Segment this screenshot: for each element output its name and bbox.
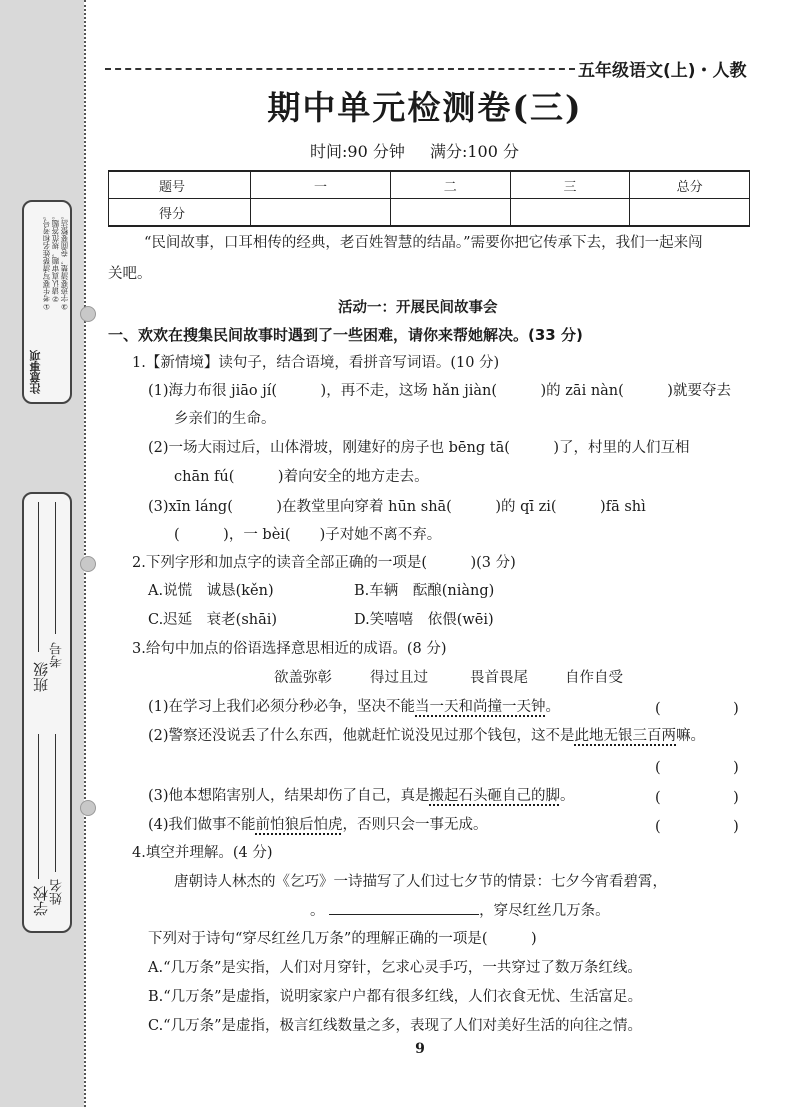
grade-label: 五年级语文(上)・人教 (578, 61, 747, 81)
col-total: 总分 (630, 171, 750, 199)
binding-hole (80, 800, 96, 816)
school-line (38, 734, 39, 879)
q3-s2-proverb: 此地无银三百两 (574, 728, 677, 744)
q2-option-b[interactable]: B.车辆 酝酿(niàng) (354, 583, 495, 599)
row-label-number: 题号 (109, 171, 251, 199)
q3-sentence-4 (148, 815, 488, 835)
q4-option-c[interactable]: C.“几万条”是虚指，极言红线数量之多，表现了人们对美好生活的向往之情。 (148, 1018, 643, 1034)
q4-line-2-post: ，穿尽红丝几万条。 (479, 903, 610, 919)
class-line (38, 502, 39, 652)
q3-answer-4[interactable]: ( ) (655, 819, 739, 835)
q3-sentence-1 (148, 697, 560, 717)
binding-hole (80, 306, 96, 322)
col-3: 三 (510, 171, 630, 199)
q1-line-3: (2)一场大雨过后，山体滑坡，刚建好的房子也 bēng tā( )了，村里的人们互相 (148, 440, 690, 456)
intro-line-1: “民间故事，口耳相传的经典，老百姓智慧的结晶。”需要你把它传承下去，我们一起来闯 (144, 235, 703, 251)
exam-no-label: 考号 (50, 642, 65, 668)
notice-line-3: ③字迹要清楚，卷面要整洁。 (60, 212, 69, 311)
score-cell-3[interactable] (510, 199, 630, 227)
q2-option-d[interactable]: D.笑嘻嘻 依偎(wēi) (354, 612, 494, 628)
q3-answer-2[interactable]: ( ) (655, 760, 739, 776)
q1-stem: 1.【新情境】读句子，结合语境，看拼音写词语。(10 分) (132, 355, 500, 371)
q3-s2-post: 嘛。 (676, 728, 706, 744)
fold-line (84, 0, 86, 1107)
activity-title: 活动一：开展民间故事会 (338, 300, 498, 316)
q3-option-3: 畏首畏尾 (470, 670, 528, 686)
q4-option-a[interactable]: A.“几万条”是实指，人们对月穿针，乞求心灵手巧，一共穿过了数万条红线。 (148, 960, 642, 976)
binding-strip (0, 0, 84, 1107)
full-score: 满分:100 分 (429, 142, 519, 161)
col-2: 二 (390, 171, 510, 199)
q3-s2-pre: (2)警察还没说丢了什么东西，他就赶忙说没见过那个钱包，这不是 (148, 728, 575, 744)
q3-answer-1[interactable]: ( ) (655, 701, 739, 717)
poem-blank[interactable] (329, 900, 479, 915)
q2-option-c[interactable]: C.迟延 衰老(shāi) (148, 612, 278, 628)
binding-hole (80, 556, 96, 572)
row-label-score: 得分 (109, 199, 251, 227)
q3-s3-post: 。 (560, 788, 575, 804)
q4-line-2-pre: 。 (310, 903, 325, 919)
page-title: 期中单元检测卷(三) (267, 88, 583, 127)
class-label: 班级 (32, 662, 50, 692)
score-cell-1[interactable] (251, 199, 391, 227)
q4-line-1: 唐朝诗人林杰的《乞巧》一诗描写了人们过七夕节的情景：七夕今宵看碧霄， (174, 874, 667, 890)
name-line (55, 734, 56, 872)
score-cell-total[interactable] (630, 199, 750, 227)
q2-option-a[interactable]: A.说慌 诚恳(kěn) (148, 583, 274, 599)
time-info (310, 139, 519, 162)
q1-line-5: (3)xīn láng( )在教堂里向穿着 hūn shā( )的 qī zi( )fā shì (148, 499, 646, 515)
q3-s1-post: 。 (545, 699, 561, 715)
q3-s4-post: ，否则只会一事无成。 (342, 817, 488, 833)
intro-line-2: 关吧。 (108, 266, 152, 282)
score-cell-2[interactable] (390, 199, 510, 227)
q3-option-4: 自作自受 (565, 670, 623, 686)
exam-no-line (55, 502, 56, 634)
q1-line-4: chān fú( )着向安全的地方走去。 (174, 469, 429, 485)
q2-stem: 2.下列字形和加点字的读音全部正确的一项是( )(3 分) (132, 555, 516, 571)
q1-line-6: ( )，一 bèi( )子对她不离不弃。 (174, 527, 442, 543)
q1-line-1: (1)海力布很 jiāo jí( )，再不走，这场 hǎn jiàn( )的 zāi nàn( )就要夺去 (148, 383, 731, 399)
q4-line-2 (310, 900, 610, 921)
notice-line-1: ①考生要写清楚姓名和考号。 (42, 212, 51, 311)
page-number: 9 (415, 1041, 425, 1057)
time-limit: 时间:90 分钟 (310, 142, 405, 161)
q3-s1-pre: (1)在学习上我们必须分秒必争，坚决不能 (148, 699, 416, 715)
q3-s4-proverb: 前怕狼后怕虎 (255, 817, 343, 833)
q3-s3-pre: (3)他本想陷害别人，结果却伤了自己，真是 (148, 788, 430, 804)
q3-s3-proverb: 搬起石头砸自己的脚 (429, 788, 561, 804)
section-1-heading: 一、欢欢在搜集民间故事时遇到了一些困难，请你来帮她解决。(33 分) (108, 326, 583, 344)
col-1: 一 (251, 171, 391, 199)
q3-answer-3[interactable]: ( ) (655, 790, 739, 806)
header-dashed-line (105, 68, 575, 70)
q4-stem: 4.填空并理解。(4 分) (132, 845, 273, 861)
school-label: 学校 (32, 886, 50, 916)
q1-line-2: 乡亲们的生命。 (174, 411, 276, 427)
q3-sentence-3 (148, 786, 575, 806)
q3-option-2: 得过且过 (370, 670, 428, 686)
q3-s1-proverb: 当一天和尚撞一天钟 (415, 699, 546, 715)
name-label: 姓名 (50, 879, 65, 905)
q3-sentence-2 (148, 726, 705, 746)
q3-stem: 3.给句中加点的俗语选择意思相近的成语。(8 分) (132, 641, 447, 657)
notice-heading: 注意事项 (29, 350, 42, 394)
q3-s4-pre: (4)我们做事不能 (148, 817, 256, 833)
q4-option-b[interactable]: B.“几万条”是虚指，说明家家户户都有很多红线，人们衣食无忧、生活富足。 (148, 989, 643, 1005)
notice-line-2: ②请认真审题，规范答题。 (51, 212, 60, 304)
q3-option-1: 欲盖弥彰 (274, 670, 332, 686)
q4-question: 下列对于诗句“穿尽红丝几万条”的理解正确的一项是( ) (148, 931, 537, 947)
score-table (108, 170, 750, 227)
info-box (22, 492, 72, 933)
notice-box (22, 200, 72, 404)
